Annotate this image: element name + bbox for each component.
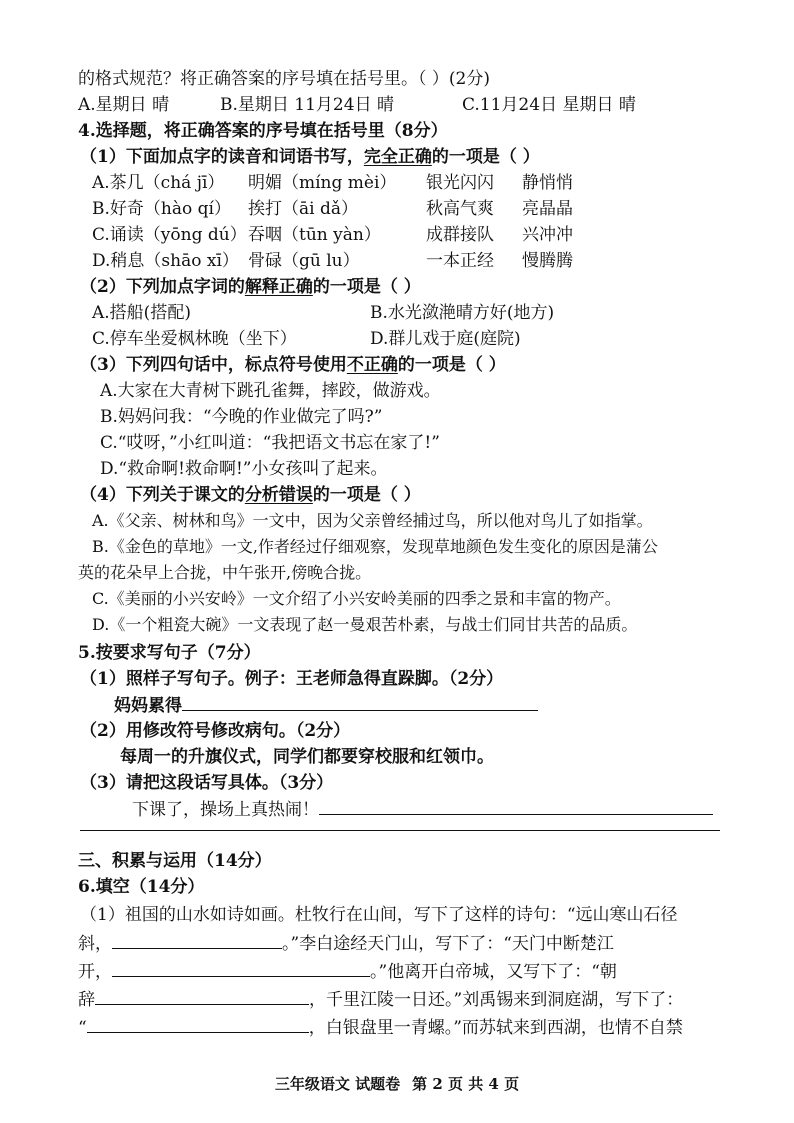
q4-sub1-suffix: 的一项是（ ） [431,147,540,167]
q4-sub4-option-a: A.《父亲、树林和鸟》一文中，因为父亲曾经捕过鸟，所以他对鸟儿了如指掌。 [92,511,653,530]
q6-line1: （1）祖国的山水如诗如画。杜牧行在山间，写下了这样的诗句：“远山寒山石径 [80,905,678,925]
q4-sub4-prefix: （4）下列关于课文的 [80,485,245,505]
q4-sub3-option-c: C.“哎呀，”小红叫道：“我把语文书忘在家了!” [100,433,440,453]
q4-sub4-option-b-line2: 英的花朵早上合拢，中午张开,傍晚合拢。 [78,563,372,582]
q4-sub3-prompt [80,352,506,378]
q4-sub1-row-a-col2: 明媚（míng mèi） [248,173,397,193]
q4-sub2-prefix: （2）下列加点字词的 [80,277,245,297]
q5-sub2-prompt: （2）用修改符号修改病句。（2分） [80,721,351,741]
q4-sub3-option-a: A.大家在大青树下跳孔雀舞，摔跤，做游戏。 [100,381,441,401]
q6-line5-start: “ [78,1018,87,1038]
q4-sub1-row-a-col1: A.茶几（chá jī） [92,173,225,193]
q6-line3 [78,958,617,985]
page-footer [0,1073,794,1094]
q6-line4 [78,986,683,1013]
q4-sub1-row-b-col4: 亮晶晶 [522,199,573,219]
q4-sub4-option-b-line1: B.《金色的草地》一文,作者经过仔细观察，发现草地颜色发生变化的原因是蒲公 [92,537,658,556]
q6-line3-start: 开， [78,962,112,982]
q4-sub1-row-d-col3: 一本正经 [426,251,494,271]
q4-sub3-suffix: 的一项是（ ） [397,355,506,375]
q4-sub1-emphasis: 完全正确 [363,147,432,167]
q4-sub4-suffix: 的一项是（ ） [312,485,421,505]
q4-sub2-option-a: A.搭船(搭配) [92,303,191,323]
q4-sub3-option-d: D.“救命啊!救命啊!”小女孩叫了起来。 [100,459,388,479]
q6-blank-4[interactable] [87,1014,309,1033]
q5-sub2-sentence: 每周一的升旗仪式，同学们都要穿校服和红领巾。 [120,747,494,767]
q5-title: 5.按要求写句子（7分） [78,643,261,663]
section3-title: 三、积累与运用（14分） [78,851,272,871]
q4-sub1-row-d-col4: 慢腾腾 [522,251,573,271]
q6-blank-1[interactable] [112,930,282,949]
q4-sub1-row-c-col4: 兴冲冲 [522,225,573,245]
q5-sub3-answer [132,796,713,823]
q6-line2-start: 斜， [78,934,112,954]
q5-sub1-stem: 妈妈累得 [114,696,182,716]
q4-sub2-suffix: 的一项是（ ） [312,277,421,297]
q4-sub1-row-d-col2: 骨碌（gū lu） [248,251,360,271]
q4-sub1-row-a-col4: 静悄悄 [522,173,573,193]
q4-sub2-option-d: D.群儿戏于庭(庭院) [370,329,521,349]
q4-sub3-option-b: B.妈妈问我：“今晚的作业做完了吗?” [100,407,383,427]
q4-sub1-prompt [80,144,540,170]
q4-sub1-row-b-col1: B.好奇（hào qí） [92,199,231,219]
q3-tail-text: 的格式规范？将正确答案的序号填在括号里。（ ）(2分) [78,69,490,89]
q5-sub1-answer [114,692,538,719]
q3-option-a: A.星期日 晴 [78,95,170,115]
q5-sub1-prompt: （1）照样子写句子。例子：王老师急得直跺脚。（2分） [80,669,504,689]
q6-line3-end: 。”他离开白帝城，又写下了：“朝 [370,962,617,982]
q4-sub2-option-c: C.停车坐爱枫林晚（坐下） [92,329,297,349]
q4-sub2-prompt [80,274,421,300]
q6-blank-2[interactable] [112,958,370,977]
q6-blank-3[interactable] [95,986,309,1005]
q4-sub1-row-b-col3: 秋高气爽 [426,199,494,219]
q4-sub1-row-c-col3: 成群接队 [426,225,494,245]
q4-sub2-emphasis: 解释正确 [244,277,313,297]
q4-sub1-row-c-col1: C.诵读（yōng dú） [92,225,247,245]
q6-line2-end: 。”李白途经天门山，写下了：“天门中断楚江 [282,934,614,954]
q4-sub1-row-c-col2: 吞咽（tūn yàn） [248,225,381,245]
q5-sub3-extra-line[interactable] [80,830,720,831]
q4-sub1-row-a-col3: 银光闪闪 [426,173,494,193]
q4-sub3-prefix: （3）下列四句话中，标点符号使用 [80,355,347,375]
q5-sub3-prompt: （3）请把这段话写具体。（3分） [80,773,334,793]
q3-question-tail [78,66,490,92]
q5-sub3-blank[interactable] [319,796,713,815]
q5-sub3-stem: 下课了，操场上真热闹！ [132,800,319,820]
q6-title: 6.填空（14分） [78,877,205,897]
q6-line5-end: ，白银盘里一青螺。”而苏轼来到西湖，也情不自禁 [308,1018,683,1038]
footer-page-number: 第 2 页 共 4 页 [412,1075,520,1093]
q4-sub4-prompt [80,482,421,508]
q4-sub4-option-c: C.《美丽的小兴安岭》一文介绍了小兴安岭美丽的四季之景和丰富的物产。 [92,589,621,608]
q4-title: 4.选择题，将正确答案的序号填在括号里（8分） [78,121,448,141]
q4-sub1-row-d-col1: D.稍息（shāo xī） [92,251,239,271]
q4-sub1-row-b-col2: 挨打（āi dǎ） [248,199,358,219]
q6-line4-start: 辞 [78,990,95,1010]
q4-sub3-emphasis: 不正确 [346,355,398,375]
q4-sub4-option-d: D.《一个粗瓷大碗》一文表现了赵一曼艰苦朴素，与战士们同甘共苦的品质。 [92,615,638,634]
footer-subject: 三年级语文 试题卷 [274,1075,401,1093]
q6-line5 [78,1014,683,1041]
q5-sub1-blank[interactable] [182,692,538,711]
q3-option-b: B.星期日 11月24日 晴 [220,95,394,115]
q6-line4-end: ，千里江陵一日还。”刘禹锡来到洞庭湖，写下了： [309,990,684,1010]
q4-sub4-emphasis: 分析错误 [244,485,313,505]
q4-sub2-option-b: B.水光潋滟晴方好(地方) [370,303,555,323]
q6-line2 [78,930,614,957]
q4-sub1-prefix: （1）下面加点字的读音和词语书写， [80,147,364,167]
q3-option-c: C.11月24日 星期日 晴 [462,95,636,115]
